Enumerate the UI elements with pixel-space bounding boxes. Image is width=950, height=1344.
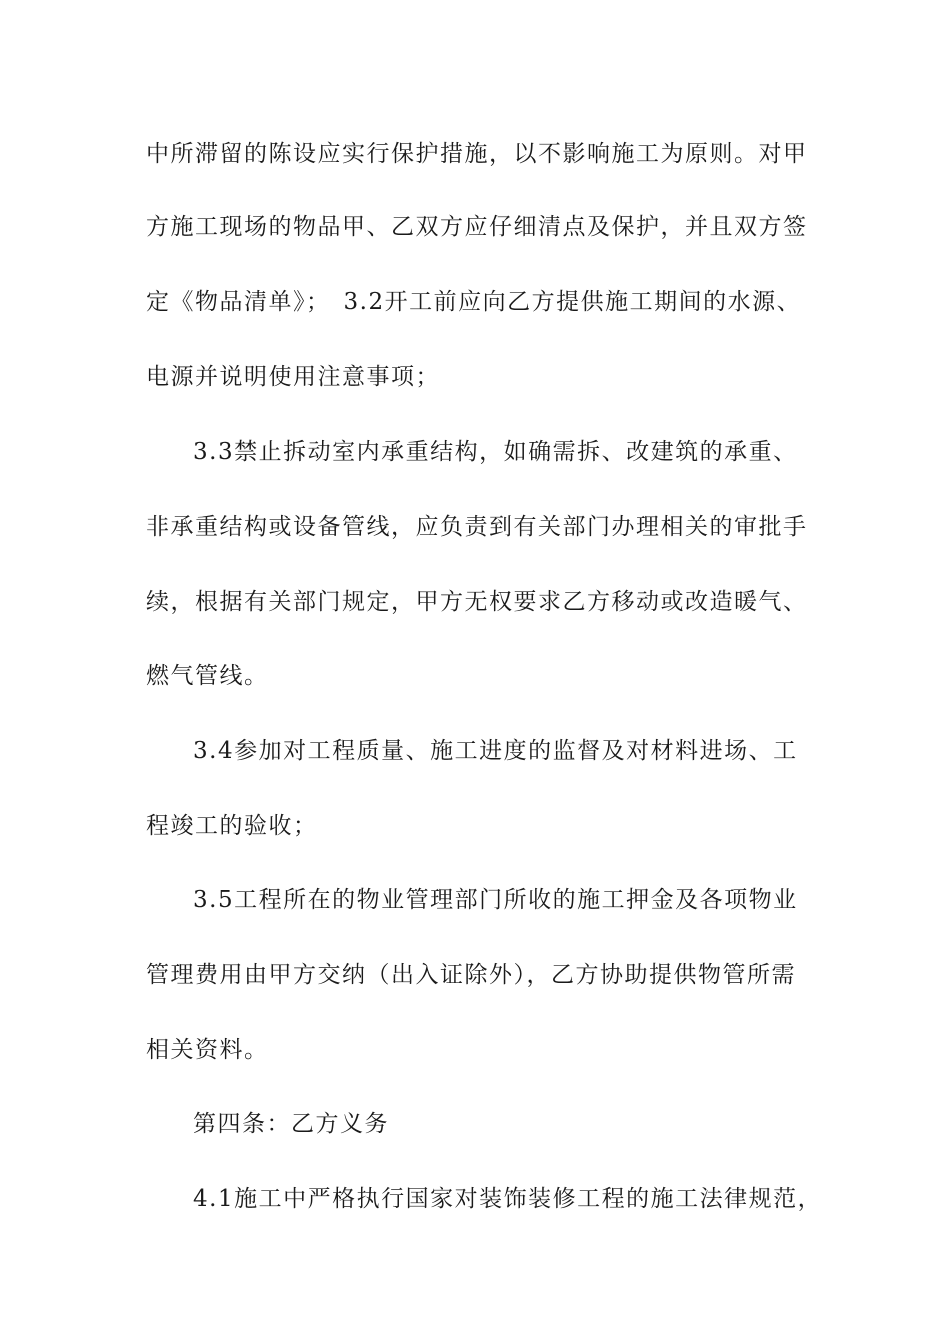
paragraph-line: 3.5工程所在的物业管理部门所收的施工押金及各项物业 [193,887,798,913]
paragraph-line: 电源并说明使用注意事项； [146,364,440,390]
paragraph-line: 非承重结构或设备管线，应负责到有关部门办理相关的审批手 [146,514,808,540]
paragraph-line: 方施工现场的物品甲、乙双方应仔细清点及保护，并且双方签 [146,214,808,240]
paragraph-line: 程竣工的验收； [146,813,318,839]
paragraph-line: 3.4参加对工程质量、施工进度的监督及对材料进场、工 [193,738,798,764]
paragraph-line: 4.1施工中严格执行国家对装饰装修工程的施工法律规范， [193,1186,823,1212]
paragraph-line: 中所滞留的陈设应实行保护措施，以不影响施工为原则。对甲 [146,141,808,167]
paragraph-line: 3.3禁止拆动室内承重结构，如确需拆、改建筑的承重、 [193,439,798,465]
paragraph-line: 续，根据有关部门规定，甲方无权要求乙方移动或改造暖气、 [146,589,808,615]
paragraph-line: 燃气管线。 [146,663,269,689]
paragraph-line: 定《物品清单》； 3.2开工前应向乙方提供施工期间的水源、 [146,289,802,315]
paragraph-line: 管理费用由甲方交纳（出入证除外），乙方协助提供物管所需 [146,962,796,988]
paragraph-line: 相关资料。 [146,1037,269,1063]
section-heading: 第四条：乙方义务 [193,1111,389,1137]
